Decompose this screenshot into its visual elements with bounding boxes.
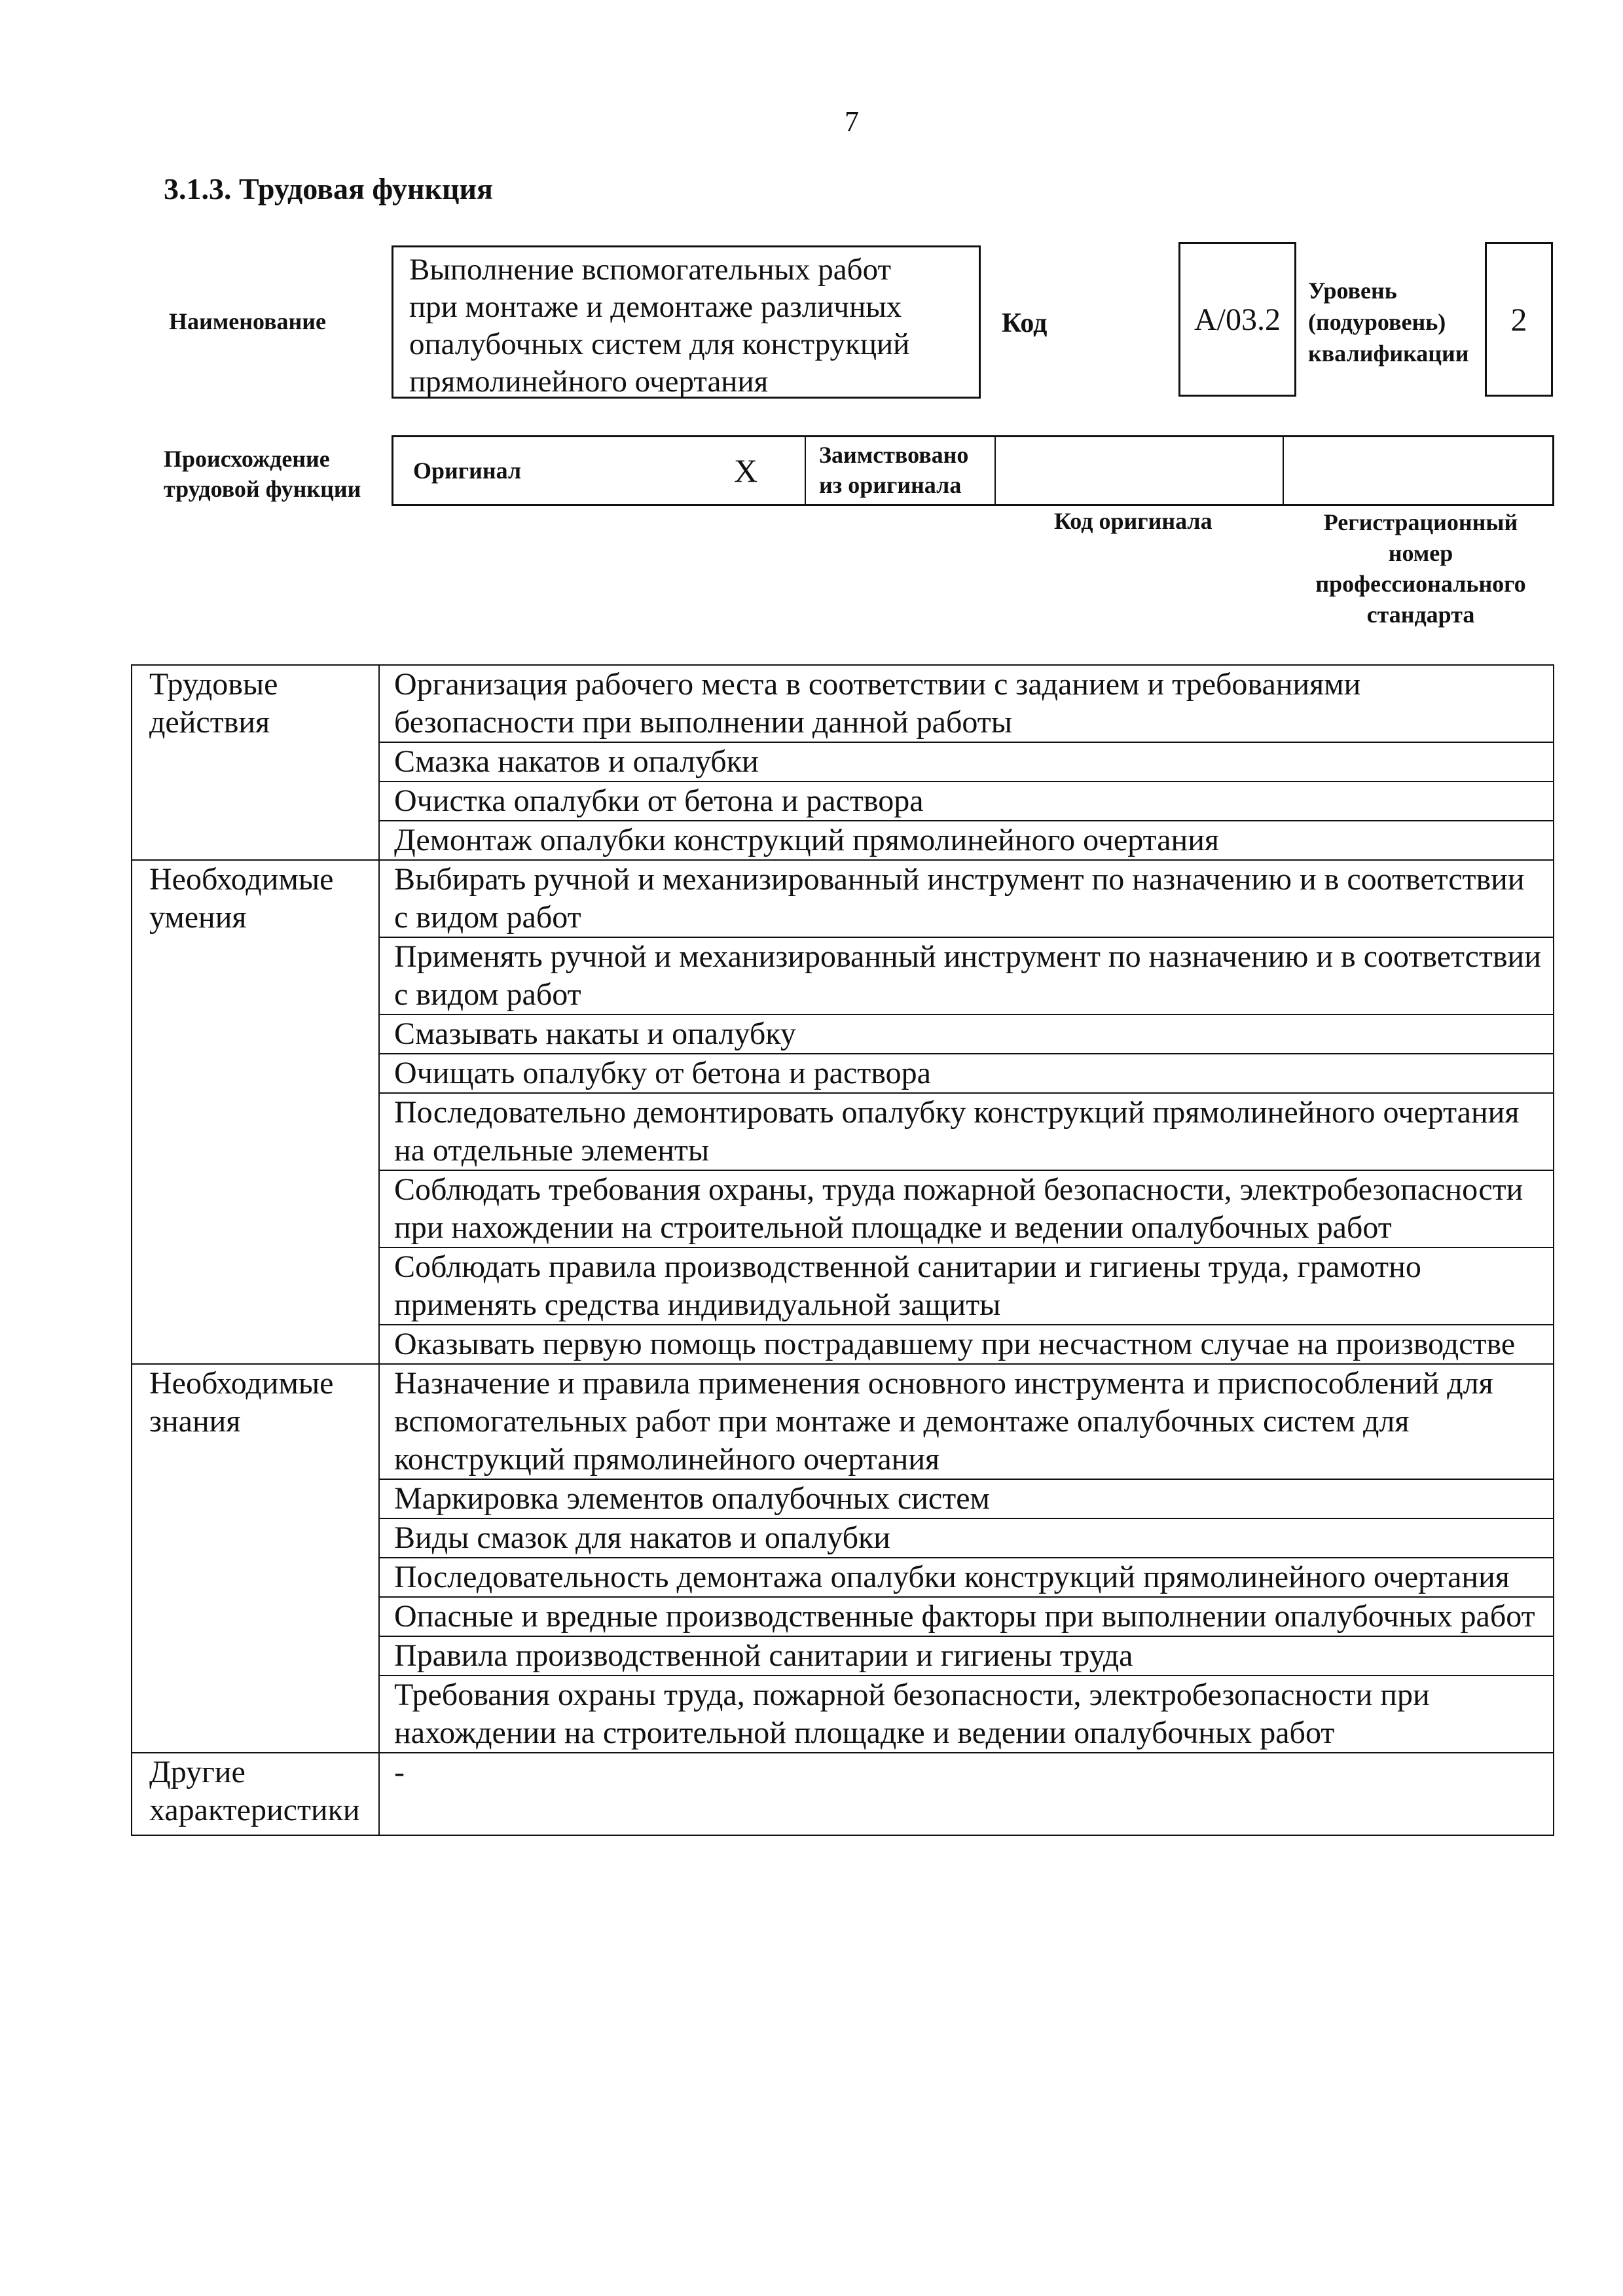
section-title-skills: Необходимые умения xyxy=(132,860,379,1364)
table-row xyxy=(132,860,1554,937)
section-title-knowledge: Необходимые знания xyxy=(132,1364,379,1753)
table-cell: Оказывать первую помощь пострадавшему при несчастном случае на производстве xyxy=(379,1325,1554,1364)
reg-number-line: номер xyxy=(1388,540,1453,566)
origin-label xyxy=(164,444,361,504)
table-cell: - xyxy=(379,1753,1554,1835)
borrowed-label xyxy=(819,440,968,500)
table-cell: Смазка накатов и опалубки xyxy=(379,742,1554,781)
reg-number-cell xyxy=(1284,437,1552,504)
table-cell: Последовательно демонтировать опалубку конструкций прямолинейного очертания на отдельные элементы xyxy=(379,1093,1554,1170)
table-cell: Правила производственной санитарии и гигиены труда xyxy=(379,1636,1554,1676)
origin-label-line: Происхождение xyxy=(164,446,330,472)
original-cell xyxy=(393,437,806,504)
function-name-line: прямолинейного очертания xyxy=(409,365,769,399)
reg-number-label xyxy=(1283,507,1558,630)
origin-row xyxy=(392,435,1554,506)
code-original-label: Код оригинала xyxy=(1054,508,1213,534)
table-cell: Маркировка элементов опалубочных систем xyxy=(379,1479,1554,1518)
name-label: Наименование xyxy=(169,308,326,334)
table-cell: Соблюдать требования охраны, труда пожарной безопасности, электробезопасности при нахождении на строительной площадке и ведении опалубочных работ xyxy=(379,1170,1554,1247)
level-value: 2 xyxy=(1510,301,1527,338)
section-title: 3.1.3. Трудовая функция xyxy=(164,172,493,206)
function-name-line: Выполнение вспомогательных работ xyxy=(409,253,892,287)
table-cell: Назначение и правила применения основного инструмента и приспособлений для вспомогательных работ при монтаже и демонтаже опалубочных систем для конструкций прямолинейного очертания xyxy=(379,1364,1554,1479)
level-value-box xyxy=(1485,242,1553,397)
table-cell: Соблюдать правила производственной санитарии и гигиены труда, грамотно применять средства индивидуальной защиты xyxy=(379,1247,1554,1325)
original-mark: X xyxy=(734,452,758,489)
function-name-box xyxy=(392,245,981,399)
table-cell: Опасные и вредные производственные факторы при выполнении опалубочных работ xyxy=(379,1597,1554,1636)
table-cell: Организация рабочего места в соответствии с заданием и требованиями безопасности при выполнении данной работы xyxy=(379,665,1554,742)
level-label-line: (подуровень) xyxy=(1308,309,1446,335)
level-label-line: квалификации xyxy=(1308,340,1469,367)
code-value-box xyxy=(1178,242,1296,397)
function-name-line: опалубочных систем для конструкций xyxy=(409,327,910,361)
section-title-other: Другие характеристики xyxy=(132,1753,379,1835)
table-cell: Виды смазок для накатов и опалубки xyxy=(379,1518,1554,1558)
page-number: 7 xyxy=(845,105,859,137)
reg-number-line: Регистрационный xyxy=(1323,509,1518,535)
table-cell: Последовательность демонтажа опалубки конструкций прямолинейного очертания xyxy=(379,1558,1554,1597)
section-title-labor-actions: Трудовые действия xyxy=(132,665,379,860)
code-value: А/03.2 xyxy=(1194,302,1281,337)
table-cell: Очистка опалубки от бетона и раствора xyxy=(379,781,1554,821)
table-cell: Требования охраны труда, пожарной безопасности, электробезопасности при нахождении на строительной площадке и ведении опалубочных работ xyxy=(379,1676,1554,1753)
borrowed-cell xyxy=(806,437,996,504)
table-row xyxy=(132,1753,1554,1835)
reg-number-line: стандарта xyxy=(1366,601,1475,628)
level-label xyxy=(1308,275,1469,369)
table-cell: Очищать опалубку от бетона и раствора xyxy=(379,1054,1554,1093)
table-cell: Смазывать накаты и опалубку xyxy=(379,1014,1554,1054)
reg-number-line: профессионального xyxy=(1315,571,1526,597)
code-label: Код xyxy=(1002,308,1048,338)
table-cell: Применять ручной и механизированный инструмент по назначению и в соответствии с видом работ xyxy=(379,937,1554,1014)
table-cell: Демонтаж опалубки конструкций прямолинейного очертания xyxy=(379,821,1554,860)
borrowed-label-line: Заимствовано xyxy=(819,442,969,468)
function-name-line: при монтаже и демонтаже различных xyxy=(409,290,902,324)
original-label: Оригинал xyxy=(413,457,522,484)
code-original-cell xyxy=(996,437,1284,504)
function-table xyxy=(131,664,1554,1836)
table-cell: Выбирать ручной и механизированный инструмент по назначению и в соответствии с видом работ xyxy=(379,860,1554,937)
level-label-line: Уровень xyxy=(1308,278,1397,304)
origin-label-line: трудовой функции xyxy=(164,476,361,502)
table-row xyxy=(132,665,1554,742)
table-row xyxy=(132,1364,1554,1479)
borrowed-label-line: из оригинала xyxy=(819,472,962,498)
